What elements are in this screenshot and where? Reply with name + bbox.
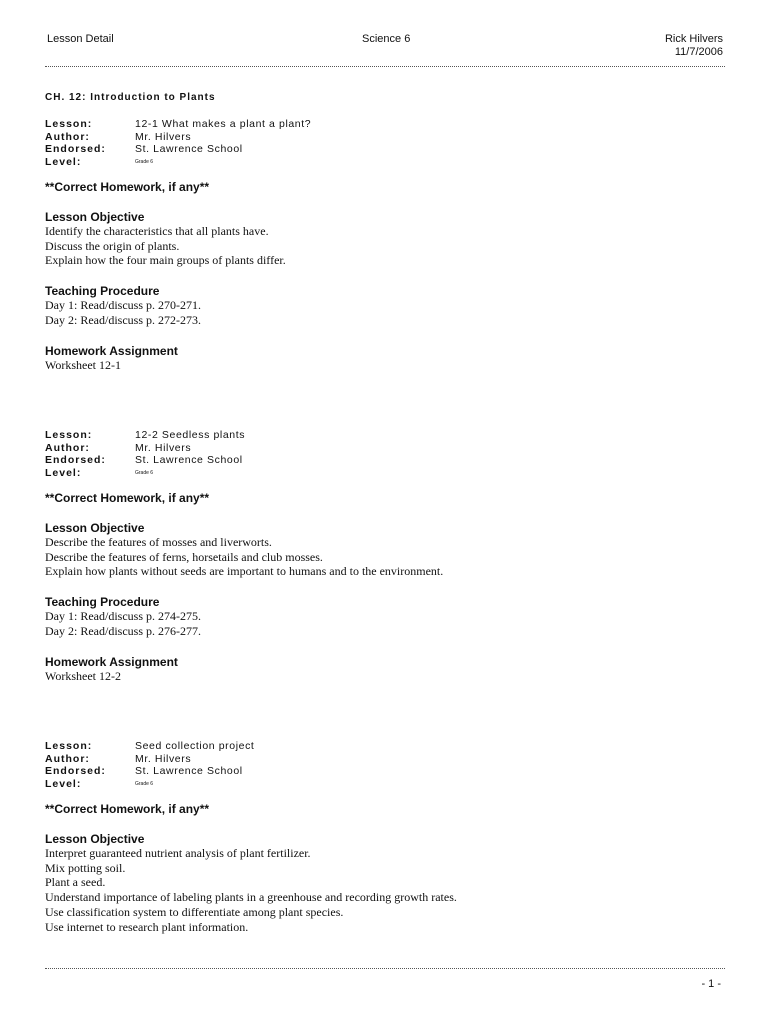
teacher-date-block (665, 33, 723, 59)
objective-item: Discuss the origin of plants. (45, 238, 180, 253)
endorsed-value: St. Lawrence School (135, 454, 243, 467)
objective-item: Use internet to research plant information. (45, 919, 249, 934)
objective-item: Explain how the four main groups of plants differ. (45, 253, 286, 268)
homework-note: **Correct Homework, if any** (45, 490, 210, 505)
lesson-block-1 (45, 118, 725, 373)
teacher-name: Rick Hilvers (664, 33, 723, 45)
author-value: Mr. Hilvers (135, 752, 192, 765)
author-value: Mr. Hilvers (135, 130, 192, 143)
lesson-name: 12-1 What makes a plant a plant? (135, 118, 312, 130)
objective-item: Describe the features of ferns, horsetails and club mosses. (45, 549, 323, 564)
procedure-heading: Teaching Procedure (45, 595, 160, 610)
author-label: Author: (45, 130, 90, 143)
chapter-title: CH. 12: Introduction to Plants (45, 92, 216, 103)
homework-note: **Correct Homework, if any** (45, 801, 210, 816)
endorsed-label: Endorsed: (45, 765, 106, 778)
level-label: Level: (45, 467, 82, 480)
assignment-heading: Homework Assignment (45, 343, 178, 358)
lesson-name: 12-2 Seedless plants (135, 429, 246, 441)
level-value: Grade 6 (135, 470, 154, 477)
report-title: Lesson Detail (47, 33, 114, 45)
lesson-label: Lesson: (45, 740, 93, 752)
procedure-item: Day 1: Read/discuss p. 270-271. (45, 298, 201, 313)
lesson-name: Seed collection project (135, 740, 255, 752)
procedure-item: Day 2: Read/discuss p. 276-277. (45, 624, 201, 638)
endorsed-label: Endorsed: (45, 143, 106, 156)
homework-note: **Correct Homework, if any** (45, 179, 210, 194)
header-divider (45, 66, 725, 67)
objective-item: Explain how plants without seeds are important to humans and to the environment. (45, 564, 444, 579)
lesson-label: Lesson: (45, 429, 93, 441)
procedure-item: Day 2: Read/discuss p. 272-273. (45, 313, 201, 327)
objective-item: Mix potting soil. (45, 860, 126, 875)
endorsed-value: St. Lawrence School (135, 765, 243, 778)
level-label: Level: (45, 778, 82, 791)
author-label: Author: (45, 441, 90, 454)
objective-item: Understand importance of labeling plants in a greenhouse and recording growth rates. (45, 890, 457, 905)
procedure-list (45, 298, 725, 328)
level-value: Grade 6 (135, 159, 154, 166)
objective-item: Interpret guaranteed nutrient analysis of plant fertilizer. (45, 845, 311, 860)
level-label: Level: (45, 156, 82, 169)
objective-item: Use classification system to differentiate among plant species. (45, 905, 344, 919)
objective-heading: Lesson Objective (45, 831, 145, 846)
level-value: Grade 6 (135, 781, 154, 788)
objective-heading: Lesson Objective (45, 209, 145, 224)
objective-item: Identify the characteristics that all plants have. (45, 223, 269, 238)
course-name: Science 6 (362, 33, 411, 45)
report-date: 11/7/2006 (674, 46, 723, 58)
footer-divider (45, 968, 725, 969)
objective-heading: Lesson Objective (45, 520, 145, 535)
author-value: Mr. Hilvers (135, 441, 192, 454)
objective-list (45, 535, 725, 579)
endorsed-label: Endorsed: (45, 454, 106, 467)
lesson-meta (45, 429, 725, 480)
author-label: Author: (45, 752, 90, 765)
objective-list (45, 846, 725, 935)
assignment-value: Worksheet 12-1 (45, 357, 122, 372)
lesson-meta (45, 740, 725, 791)
assignment-heading: Homework Assignment (45, 654, 178, 669)
procedure-heading: Teaching Procedure (45, 284, 160, 299)
assignment-value: Worksheet 12-2 (45, 668, 122, 683)
page-number: - 1 - (701, 978, 721, 990)
objective-list (45, 224, 725, 268)
lesson-block-2 (45, 429, 725, 684)
lesson-label: Lesson: (45, 118, 93, 130)
procedure-item: Day 1: Read/discuss p. 274-275. (45, 609, 201, 624)
objective-item: Plant a seed. (45, 875, 106, 890)
objective-item: Describe the features of mosses and liverworts. (45, 534, 272, 549)
lesson-meta (45, 118, 725, 169)
procedure-list (45, 609, 725, 639)
endorsed-value: St. Lawrence School (135, 143, 243, 156)
lesson-block-3 (45, 740, 725, 935)
